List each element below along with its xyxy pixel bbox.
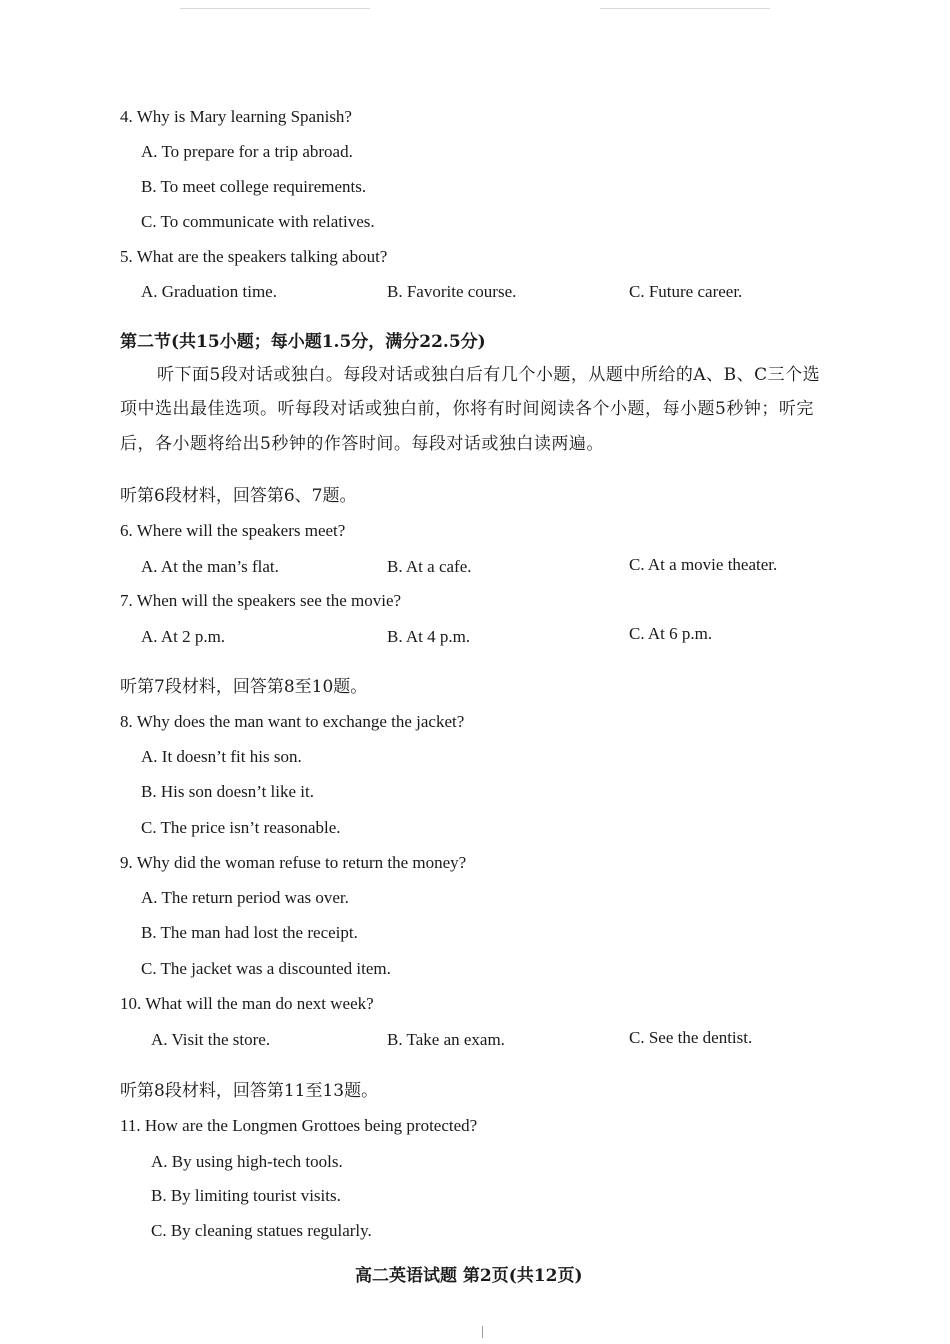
section-title: 第二节(共15小题；每小题1.5分，满分22.5分) <box>120 332 486 352</box>
scan-artifact-top <box>180 8 370 9</box>
question-stem: 6. Where will the speakers meet? <box>120 521 346 540</box>
option-b: B. By limiting tourist visits. <box>151 1186 341 1205</box>
material-heading: 听第8段材料，回答第11至13题。 <box>120 1081 379 1101</box>
option-b: B. His son doesn’t like it. <box>141 782 314 801</box>
question-stem: 8. Why does the man want to exchange the jacket? <box>120 712 465 731</box>
option-c: C. At a movie theater. <box>629 555 778 574</box>
option-a: A. It doesn’t fit his son. <box>141 747 302 766</box>
option-c: C. Future career. <box>629 282 743 301</box>
instructions-line: 后，各小题将给出5秒钟的作答时间。每段对话或独白读两遍。 <box>120 434 604 454</box>
option-a: A. Visit the store. <box>151 1030 271 1049</box>
option-c: C. By cleaning statues regularly. <box>151 1221 372 1240</box>
option-a: A. To prepare for a trip abroad. <box>141 142 353 161</box>
material-heading: 听第7段材料，回答第8至10题。 <box>120 677 368 697</box>
instructions-line: 听下面5段对话或独白。每段对话或独白后有几个小题，从题中所给的A、B、C三个选 <box>157 365 821 385</box>
question-stem: 9. Why did the woman refuse to return the money? <box>120 853 467 872</box>
option-b: B. Take an exam. <box>387 1030 505 1049</box>
option-a: A. The return period was over. <box>141 888 349 907</box>
option-c: C. The price isn’t reasonable. <box>141 818 341 837</box>
option-b: B. Favorite course. <box>387 282 517 301</box>
question-stem: 11. How are the Longmen Grottoes being protected? <box>120 1116 478 1135</box>
option-c: C. To communicate with relatives. <box>141 212 375 231</box>
instructions-line: 项中选出最佳选项。听每段对话或独白前，你将有时间阅读各个小题，每小题5秒钟；听完 <box>120 399 814 419</box>
option-a: A. By using high-tech tools. <box>151 1152 343 1171</box>
question-stem: 7. When will the speakers see the movie? <box>120 591 402 610</box>
material-heading: 听第6段材料，回答第6、7题。 <box>120 486 357 506</box>
scan-artifact-bottom <box>482 1326 483 1338</box>
question-stem: 5. What are the speakers talking about? <box>120 247 388 266</box>
option-a: A. At 2 p.m. <box>141 627 226 646</box>
question-stem: 4. Why is Mary learning Spanish? <box>120 107 352 126</box>
option-c: C. The jacket was a discounted item. <box>141 959 391 978</box>
option-b: B. To meet college requirements. <box>141 177 367 196</box>
option-b: B. At 4 p.m. <box>387 627 471 646</box>
option-b: B. The man had lost the receipt. <box>141 923 358 942</box>
scan-artifact-top-right <box>600 8 770 9</box>
option-c: C. At 6 p.m. <box>629 624 713 643</box>
question-stem: 10. What will the man do next week? <box>120 994 374 1013</box>
option-a: A. Graduation time. <box>141 282 277 301</box>
option-b: B. At a cafe. <box>387 557 472 576</box>
option-c: C. See the dentist. <box>629 1028 753 1047</box>
page-footer: 高二英语试题 第2页(共12页) <box>355 1266 583 1286</box>
option-a: A. At the man’s flat. <box>141 557 279 576</box>
